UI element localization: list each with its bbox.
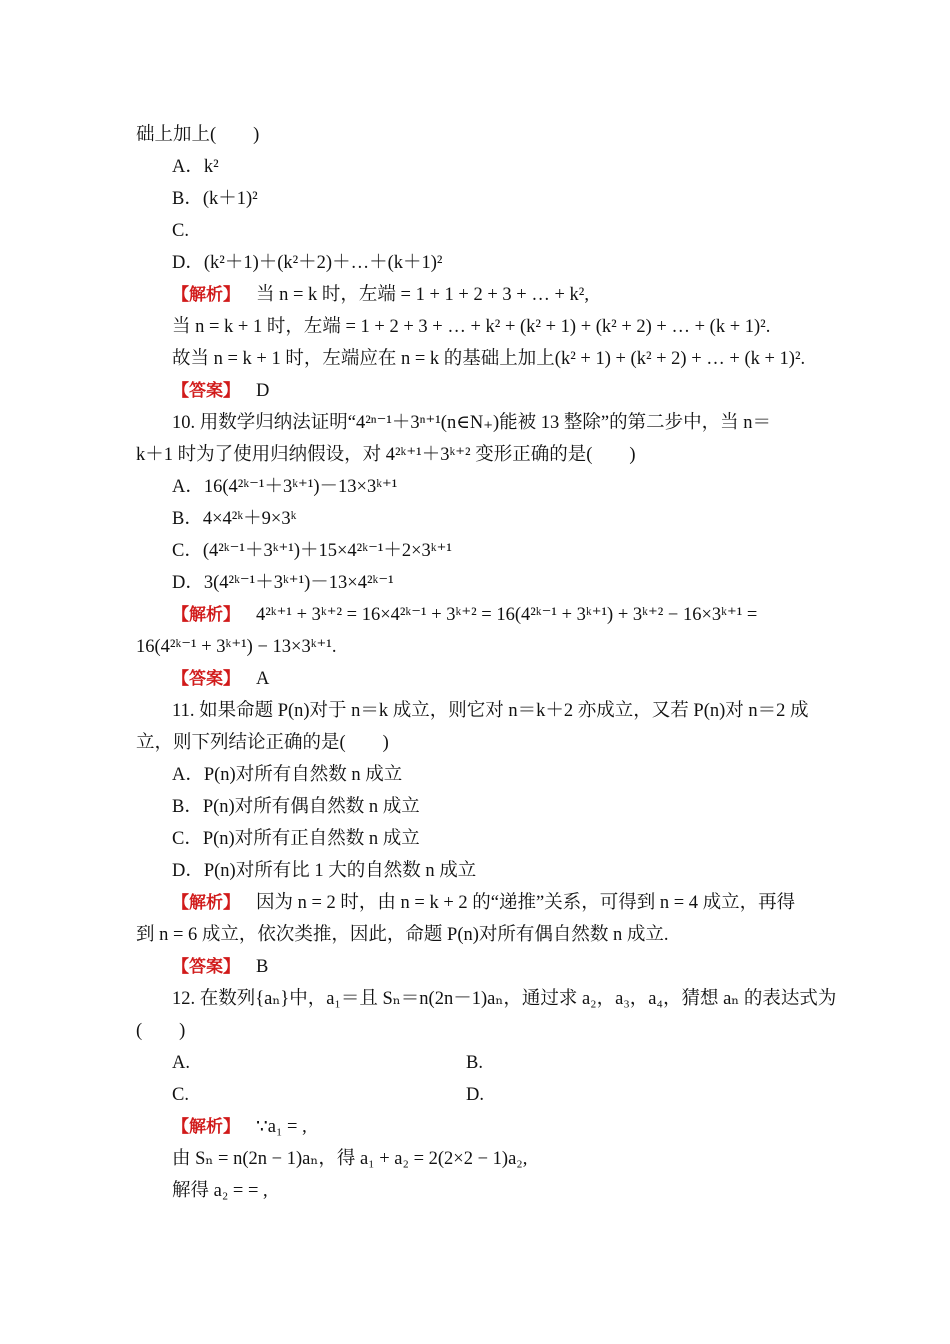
q12-analysis bbox=[172, 1114, 307, 1140]
q11-option-a: A．P(n)对所有自然数 n 成立 bbox=[172, 765, 403, 785]
q11-option-b: B．P(n)对所有偶自然数 n 成立 bbox=[172, 797, 420, 817]
q12-option-c: C. bbox=[172, 1085, 189, 1105]
q12-analysis-line3: 解得 a₂ = = , bbox=[172, 1181, 268, 1201]
q10-option-a: A．16(4²ᵏ⁻¹＋3ᵏ⁺¹)－13×3ᵏ⁺¹ bbox=[172, 477, 398, 497]
q10-stem: 10. 用数学归纳法证明“4²ⁿ⁻¹＋3ⁿ⁺¹(n∈N₊)能被 13 整除”的第二步中，当 n＝ bbox=[172, 413, 772, 433]
q11-stem: 11. 如果命题 P(n)对于 n＝k 成立，则它对 n＝k＋2 亦成立，又若 P(n)对 n＝2 成 bbox=[172, 701, 809, 721]
answer-value: A bbox=[256, 669, 270, 689]
q10-analysis bbox=[172, 602, 757, 628]
q10-analysis-line2: 16(4²ᵏ⁻¹ + 3ᵏ⁺¹) − 13×3ᵏ⁺¹. bbox=[136, 637, 337, 657]
q9-answer bbox=[172, 378, 269, 404]
q10-stem-line2: k＋1 时为了使用归纳假设，对 4²ᵏ⁺¹＋3ᵏ⁺² 变形正确的是( ) bbox=[136, 445, 636, 465]
q9-option-a: A．k² bbox=[172, 157, 219, 177]
analysis-tag: 【解析】 bbox=[172, 285, 240, 305]
q12-stem: 12. 在数列{aₙ}中，a₁＝且 Sₙ＝n(2n－1)aₙ，通过求 a₂，a₃，a₄，猜想 aₙ 的表达式为 bbox=[172, 989, 837, 1009]
analysis-text: 因为 n = 2 时，由 n = k + 2 的“递推”关系，可得到 n = 4 成立，再得 bbox=[256, 893, 796, 913]
q12-option-b: B. bbox=[466, 1053, 483, 1073]
line-continuation: 础上加上( ) bbox=[136, 125, 260, 145]
q10-option-d: D．3(4²ᵏ⁻¹＋3ᵏ⁺¹)－13×4²ᵏ⁻¹ bbox=[172, 573, 394, 593]
q9-option-d: D．(k²＋1)＋(k²＋2)＋…＋(k＋1)² bbox=[172, 253, 443, 273]
answer-tag: 【答案】 bbox=[172, 669, 240, 689]
q10-answer bbox=[172, 666, 269, 692]
q12-option-d: D. bbox=[466, 1085, 484, 1105]
q9-option-b: B．(k＋1)² bbox=[172, 189, 258, 209]
analysis-text: ∵a₁ = , bbox=[256, 1117, 307, 1137]
q12-stem-line2: ( ) bbox=[136, 1021, 186, 1041]
analysis-tag: 【解析】 bbox=[172, 1117, 240, 1137]
q9-analysis bbox=[172, 282, 589, 308]
q10-option-b: B．4×4²ᵏ＋9×3ᵏ bbox=[172, 509, 297, 529]
analysis-text: 当 n = k 时，左端 = 1 + 1 + 2 + 3 + … + k², bbox=[256, 285, 589, 305]
q11-analysis-line2: 到 n = 6 成立，依次类推，因此，命题 P(n)对所有偶自然数 n 成立. bbox=[136, 925, 669, 945]
q11-answer bbox=[172, 954, 268, 980]
analysis-text: 4²ᵏ⁺¹ + 3ᵏ⁺² = 16×4²ᵏ⁻¹ + 3ᵏ⁺² = 16(4²ᵏ⁻¹ + 3ᵏ⁺¹) + 3ᵏ⁺² − 16×3ᵏ⁺¹ = bbox=[256, 605, 758, 625]
q10-option-c: C．(4²ᵏ⁻¹＋3ᵏ⁺¹)＋15×4²ᵏ⁻¹＋2×3ᵏ⁺¹ bbox=[172, 541, 452, 561]
analysis-tag: 【解析】 bbox=[172, 893, 240, 913]
answer-value: B bbox=[256, 957, 269, 977]
q9-analysis-line3: 故当 n = k + 1 时，左端应在 n = k 的基础上加上(k² + 1) + (k² + 2) + … + (k + 1)². bbox=[172, 349, 806, 369]
q9-analysis-line2: 当 n = k + 1 时，左端 = 1 + 2 + 3 + … + k² + (k² + 1) + (k² + 2) + … + (k + 1)². bbox=[172, 317, 771, 337]
q12-analysis-line2: 由 Sₙ = n(2n − 1)aₙ，得 a₁ + a₂ = 2(2×2 − 1)a₂, bbox=[172, 1149, 528, 1169]
q11-option-c: C．P(n)对所有正自然数 n 成立 bbox=[172, 829, 420, 849]
answer-tag: 【答案】 bbox=[172, 957, 240, 977]
q11-option-d: D．P(n)对所有比 1 大的自然数 n 成立 bbox=[172, 861, 477, 881]
q9-option-c: C. bbox=[172, 221, 189, 241]
analysis-tag: 【解析】 bbox=[172, 605, 240, 625]
q11-analysis bbox=[172, 890, 795, 916]
q11-stem-line2: 立，则下列结论正确的是( ) bbox=[136, 733, 389, 753]
q12-option-a: A. bbox=[172, 1053, 190, 1073]
answer-tag: 【答案】 bbox=[172, 381, 240, 401]
answer-value: D bbox=[256, 381, 270, 401]
